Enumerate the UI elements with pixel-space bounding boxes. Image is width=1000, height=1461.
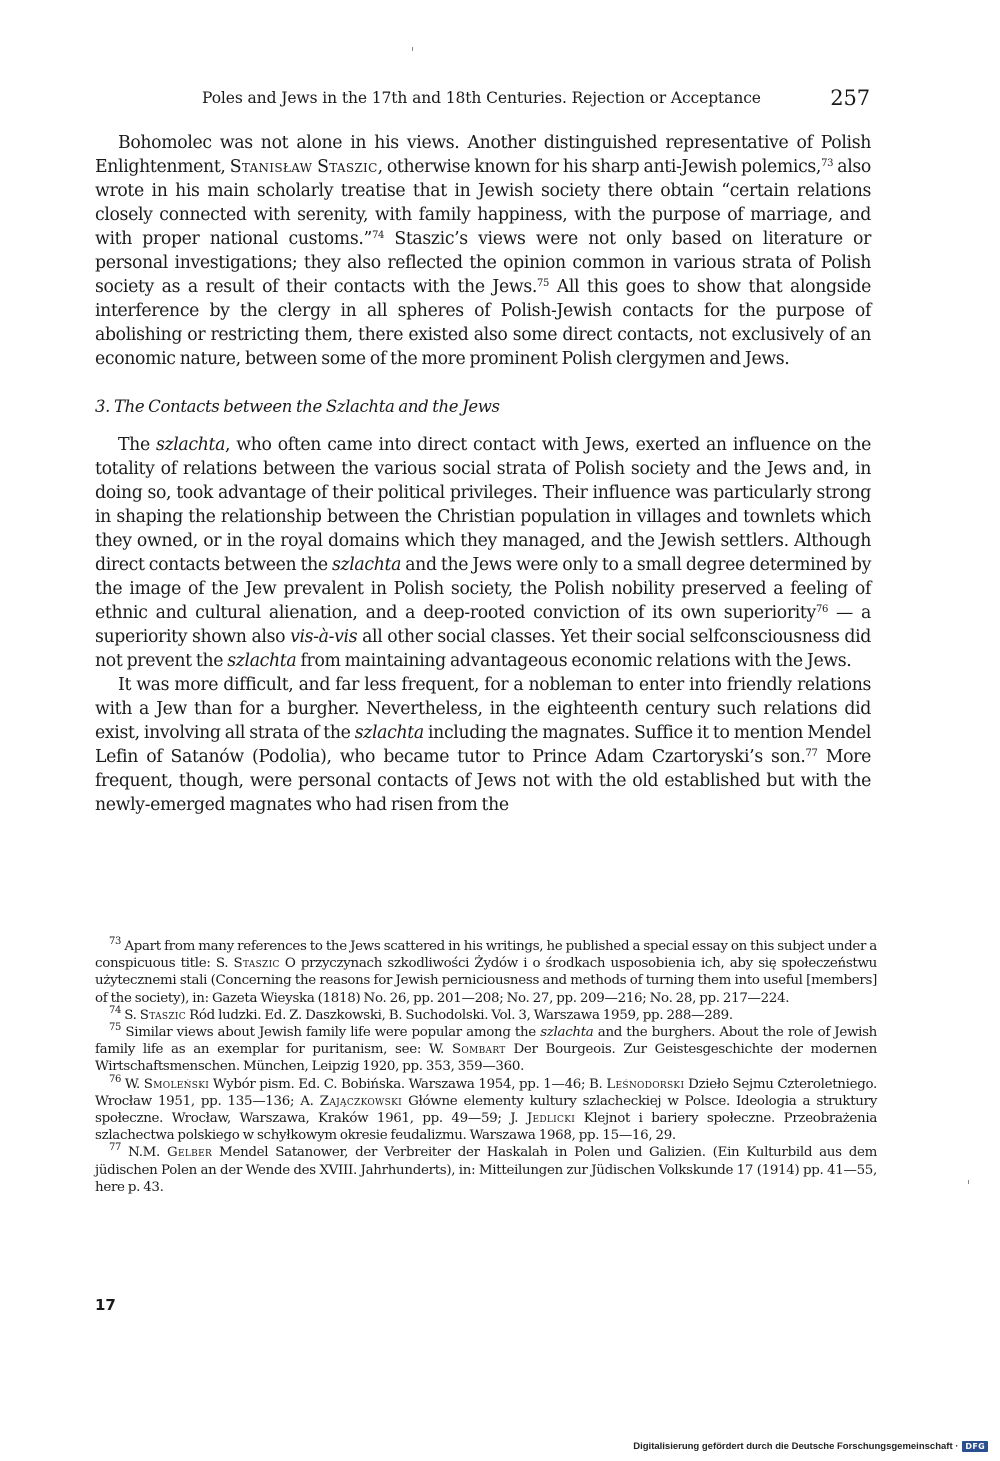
footnote-number: 75	[109, 1022, 122, 1034]
signature-mark: 17	[95, 1296, 116, 1314]
text-run: W.	[121, 1076, 144, 1092]
author-name: Sombart	[451, 1042, 506, 1058]
footnote-73	[95, 938, 877, 1007]
author-name: Gelber	[167, 1145, 213, 1161]
text-run: S.	[121, 1007, 140, 1023]
scan-speck	[968, 1180, 969, 1184]
footnote-ref[interactable]: 75	[536, 278, 550, 289]
text-run: , otherwise known for his sharp anti-Jewish polemics,	[377, 157, 822, 177]
text-run: , who often came into direct contact with Jews, exerted an influence on the totality of relations between the various social strata of Polish society and the Jews and, in doing so, took advantage of their political privileges. Their influence was particularly strong in shaping the relationship between the Christian population in villages and townlets which they owned, or in the royal domains which they managed, and the Jewish settlers. Although direct contacts between the	[95, 435, 871, 575]
paragraph	[95, 673, 871, 817]
text-run: Apart from many references to the Jews scattered in his writings, he published a special essay on this subject under a conspicuous title: S.	[95, 939, 877, 972]
text-run: Dzieło Sejmu Czteroletniego. Wrocław 1951, pp. 135—136; A.	[95, 1076, 877, 1109]
running-title: Poles and Jews in the 17th and 18th Centuries. Rejection or Acceptance	[202, 89, 761, 107]
footnote-ref[interactable]: 76	[815, 604, 828, 615]
footnote-ref[interactable]: 74	[372, 230, 385, 241]
text-run: Mendel Satanower, der Verbreiter der Haskalah in Polen und Galizien. (Ein Kulturbild aus dem jüdischen Polen an der Wende des XVIII. Jahrhunderts), in: Mitteilungen zur Jüdischen Volkskunde 17 (1914) pp. 41—55, here p. 43.	[95, 1145, 877, 1195]
credit-text: Digitalisierung gefördert durch die Deutsche Forschungsgemeinschaft ·	[633, 1440, 959, 1452]
footnote-number: 77	[109, 1142, 122, 1154]
scan-speck	[412, 47, 413, 51]
italic-term: szlachta	[155, 435, 226, 455]
text-run: all other social classes. Yet their social selfconsciousness did not prevent the	[95, 627, 871, 671]
footnote-number: 74	[109, 1004, 122, 1016]
author-name: Staszic	[139, 1007, 186, 1023]
text-run: — a superiority shown also	[95, 603, 872, 647]
text-run: N.M.	[121, 1145, 168, 1161]
paragraph	[95, 131, 871, 371]
author-name: Smoleński	[143, 1076, 210, 1092]
text-run: and the burghers. About the role of Jewish family life as an exemplar for puritanism, see: W.	[95, 1025, 877, 1058]
text-run: All this goes to show that alongside interference by the clergy in all spheres of Polish-Jewish contacts for the purpose of abolishing or restricting them, there existed also some direct contacts, not exclusively of an economic nature, between some of the more prominent Polish clergymen and Jews.	[95, 277, 871, 369]
digitization-credit	[633, 1439, 988, 1453]
section-heading: 3. The Contacts between the Szlachta and the Jews	[95, 397, 500, 416]
footnote-ref[interactable]: 77	[805, 748, 818, 759]
italic-term: szlachta	[354, 723, 424, 743]
body-text	[95, 131, 871, 817]
text-run: More frequent, though, were personal contacts of Jews not with the old established but with the newly-emerged magnates who had risen from the	[95, 747, 871, 815]
text-run: Der Bourgeois. Zur Geistesgeschichte der modernen Wirtschaftsmenschen. München, Leipzig 1920, pp. 353, 359—360.	[95, 1042, 877, 1075]
author-name: Stanisław Staszic	[229, 157, 378, 177]
paragraph	[95, 433, 871, 673]
text-run: The	[118, 435, 156, 455]
text-run: Similar views about Jewish family life were popular among the	[121, 1025, 541, 1041]
italic-term: szlachta	[331, 555, 402, 575]
text-run: Wybór pism. Ed. C. Bobińska. Warszawa 1954, pp. 1—46; B.	[209, 1076, 607, 1092]
footnote-number: 73	[109, 936, 122, 947]
footnote-77	[95, 1144, 877, 1196]
footnote-number: 76	[109, 1073, 122, 1085]
footnote-74	[95, 1004, 877, 1024]
text-run: Staszic’s views were not only based on literature or personal investigations; they also reflected the opinion common in various strata of Polish society as a result of their contacts with the Jews.	[95, 229, 872, 297]
italic-term: vis-à-vis	[290, 627, 358, 647]
footnotes	[95, 938, 877, 1196]
text-run: including the magnates. Suffice it to mention Mendel Lefin of Satanów (Podolia), who became tutor to Prince Adam Czartoryski’s son.	[95, 723, 872, 767]
author-name: Jedlicki	[526, 1111, 576, 1127]
running-head	[95, 86, 870, 114]
text-run: Bohomolec was not alone in his views. Another distinguished representative of Polish Enlightenment,	[95, 133, 871, 177]
italic-term: szlachta	[227, 651, 297, 671]
footnote-75	[95, 1024, 877, 1076]
text-run: and the Jews were only to a small degree determined by the image of the Jew prevalent in Polish society, the Polish nobility preserved a feeling of ethnic and cultural alienation, and a deep-rooted conviction of its own superiority	[95, 555, 871, 623]
dfg-logo-icon: DFG	[962, 1441, 988, 1452]
text-run: It was more difficult, and far less frequent, for a nobleman to enter into friendly relations with a Jew than for a burgher. Nevertheless, in the eighteenth century such relations did exist, involving all strata of the	[95, 675, 871, 743]
footnote-76	[95, 1073, 878, 1145]
text-run: Klejnot i bariery społeczne. Przeobrażenia szlachectwa polskiego w schyłkowym okresie feudalizmu. Warszawa 1968, pp. 15—16, 29.	[95, 1111, 878, 1144]
author-name: Staszic	[233, 956, 280, 972]
footnote-ref[interactable]: 73	[821, 158, 834, 169]
text-run: O przyczynach szkodliwości Żydów i o środkach usposobienia ich, aby się społeczeństwu użytecznemi stali (Concerning the reasons for Jewish perniciousness and methods of turning them into useful [members] of the society), in: Gazeta Wieyska (1818) No. 26, pp. 201—208; No. 27, pp. 209—216; No. 28, pp. 217—224.	[95, 956, 877, 1006]
text-run: from maintaining advantageous economic relations with the Jews.	[296, 651, 852, 671]
text-run: Ród ludzki. Ed. Z. Daszkowski, B. Suchodolski. Vol. 3, Warszawa 1959, pp. 288—289.	[185, 1007, 733, 1023]
text-run: also wrote in his main scholarly treatise that in Jewish society there obtain “certain relations closely connected with serenity, with family happiness, with the purpose of marriage, and with proper national customs.”	[95, 157, 871, 249]
author-name: Leśnodorski	[606, 1076, 685, 1092]
italic-term: szlachta	[540, 1025, 594, 1041]
text-run: Główne elementy kultury szlacheckiej w Polsce. Ideologia a struktury społeczne. Wrocław, Warszawa, Kraków 1961, pp. 49—59; J.	[95, 1093, 877, 1127]
author-name: Zajączkowski	[319, 1093, 402, 1109]
page-number: 257	[830, 86, 870, 110]
